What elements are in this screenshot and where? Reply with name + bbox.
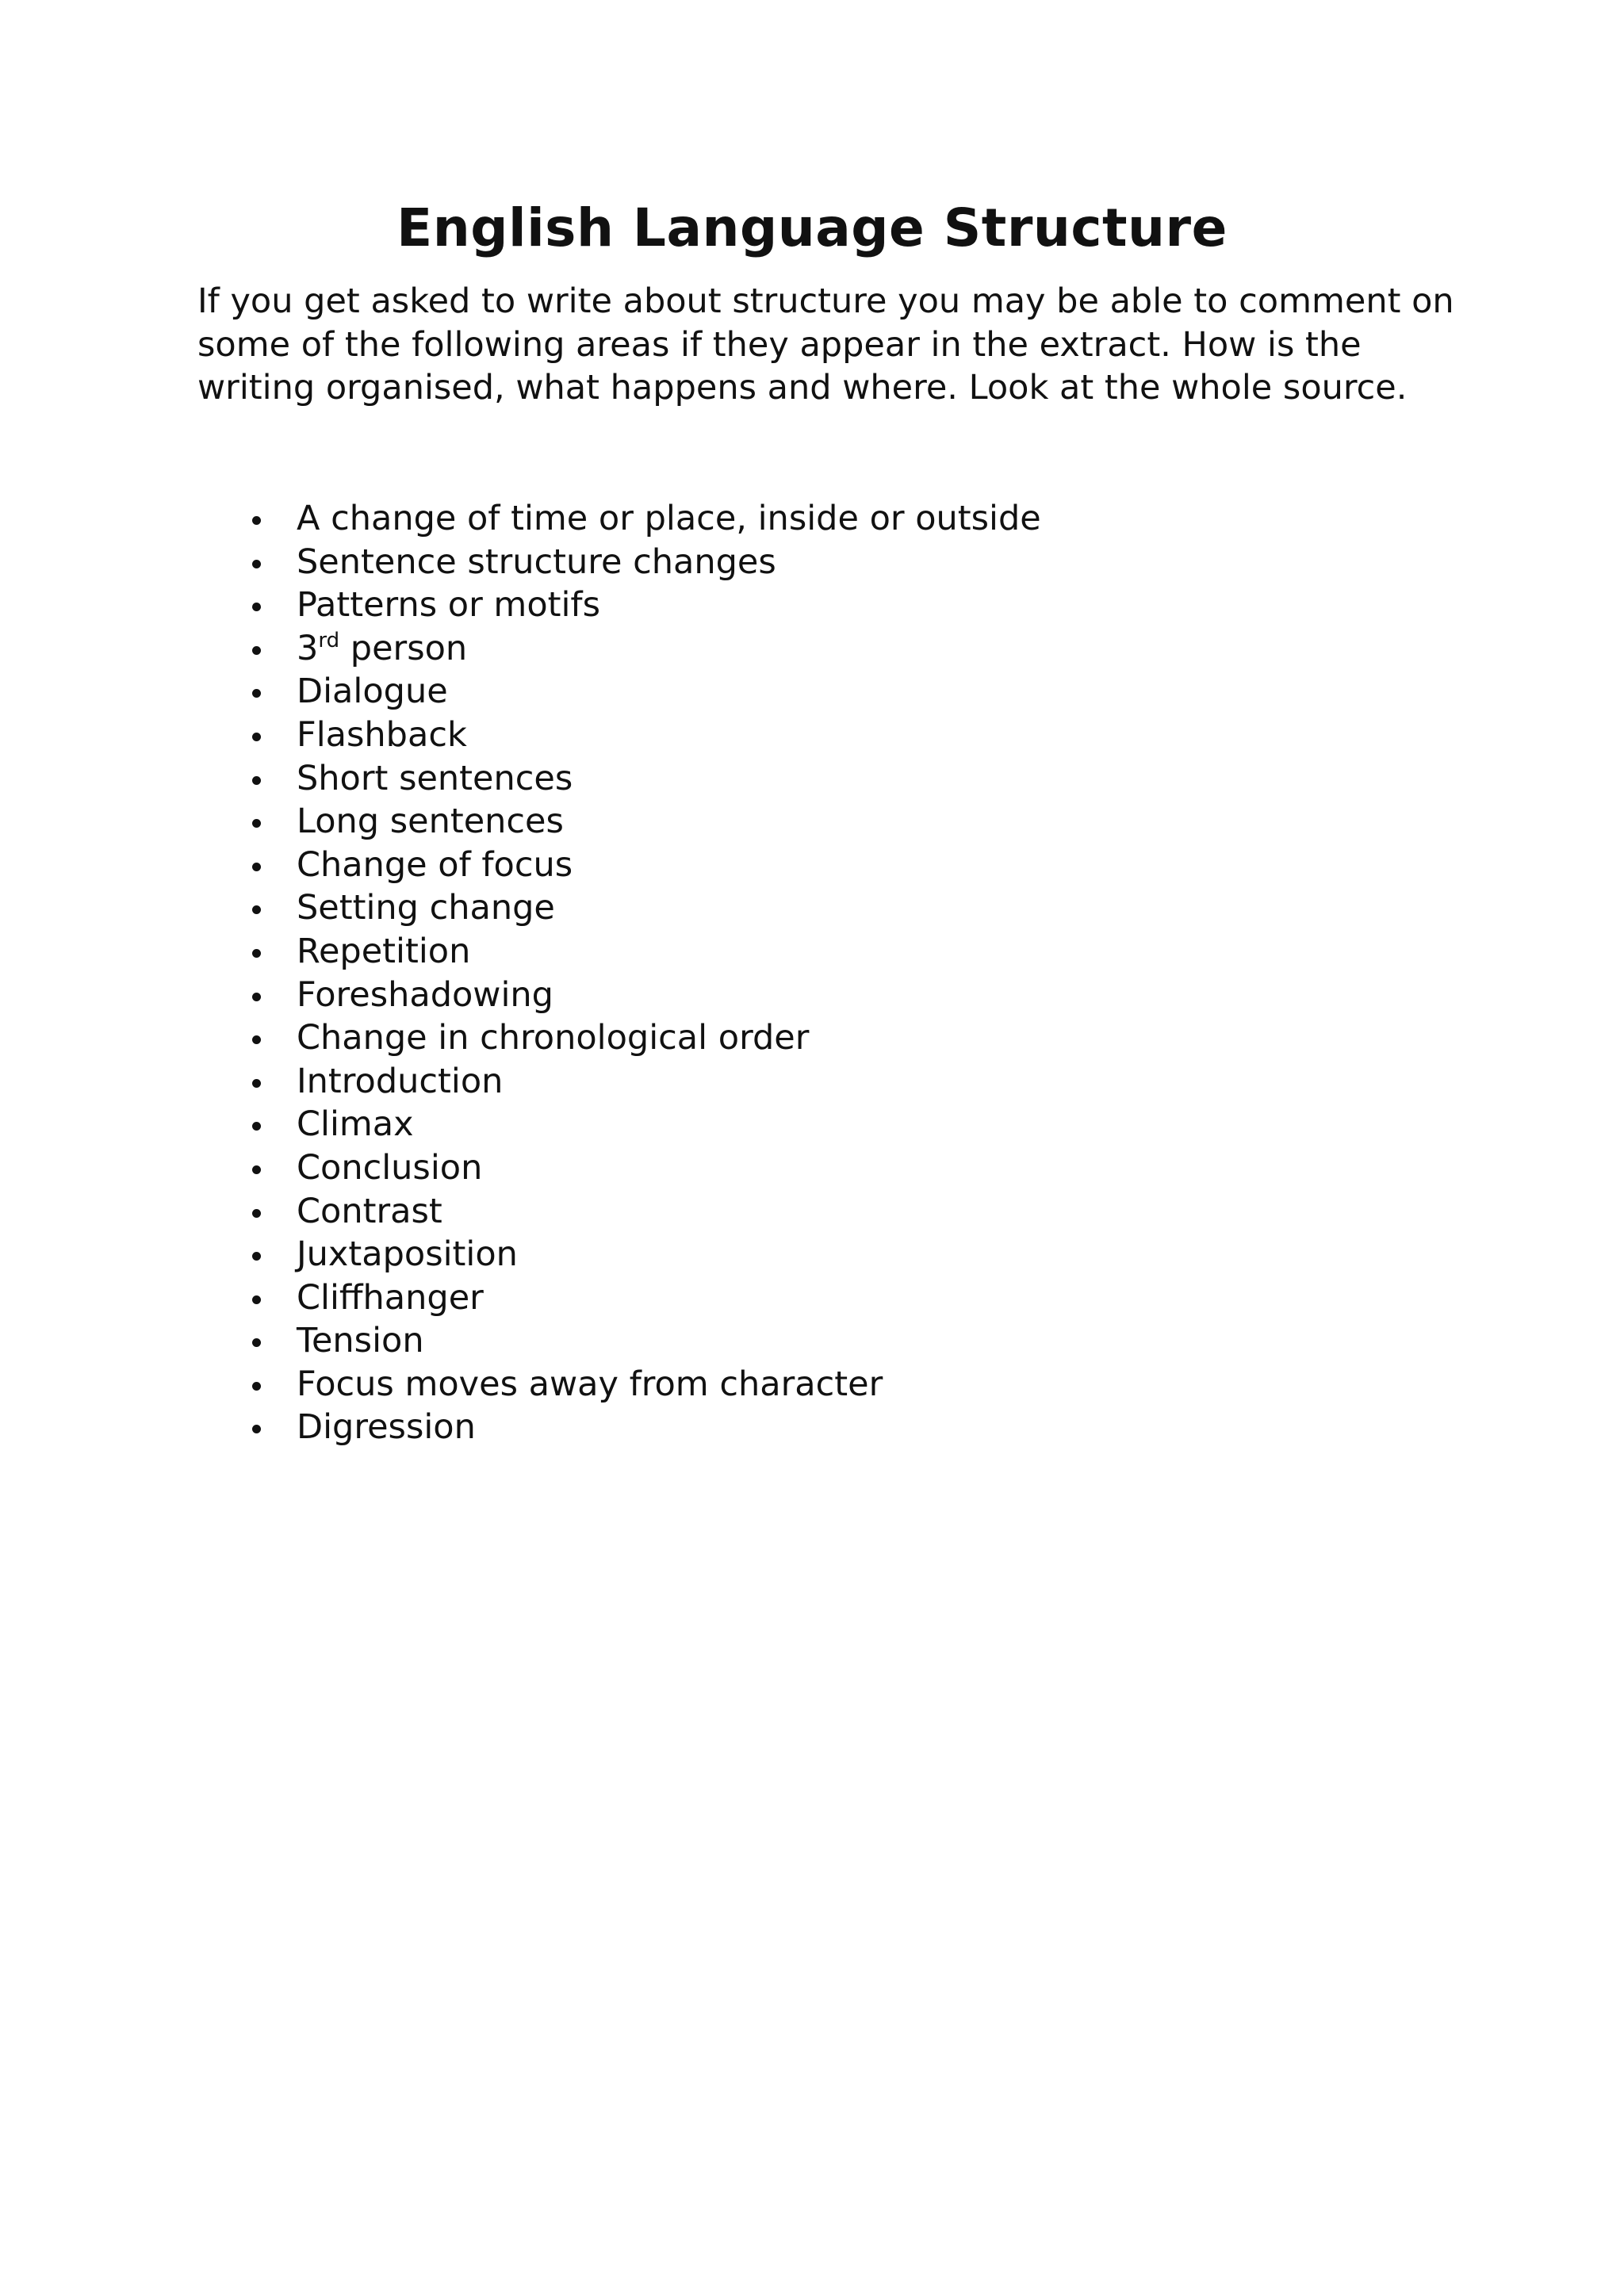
bullet-icon (252, 993, 261, 1001)
bullet-icon (252, 949, 261, 958)
list-item (238, 1146, 1041, 1190)
ordinal-number: 3 (297, 628, 319, 668)
list-item (238, 584, 1041, 627)
bullet-icon (252, 863, 261, 871)
list-item-text: Climax (297, 1104, 414, 1145)
list-item (238, 497, 1041, 541)
bullet-icon (252, 560, 261, 568)
list-item-text: Short sentences (297, 758, 573, 798)
list-item-text: Sentence structure changes (297, 541, 776, 582)
bullet-icon (252, 733, 261, 741)
list-item-text: Digression (297, 1407, 476, 1448)
ordinal-suffix: rd (318, 628, 340, 652)
list-item-text: Contrast (297, 1191, 442, 1231)
intro-paragraph (197, 280, 1454, 410)
list-item (238, 844, 1041, 887)
bullet-icon (252, 1425, 261, 1433)
bullet-icon (252, 1035, 261, 1044)
list-item (238, 974, 1041, 1017)
bullet-icon (252, 819, 261, 828)
list-item-text: Repetition (297, 931, 471, 971)
list-item (238, 1406, 1041, 1449)
list-item-text-rest: person (339, 628, 468, 668)
bullet-icon (252, 905, 261, 914)
list-item-text: Juxtaposition (297, 1234, 518, 1275)
list-item (238, 627, 1041, 671)
list-item-text: Setting change (297, 888, 555, 928)
bullet-icon (252, 1209, 261, 1218)
list-item (238, 800, 1041, 844)
list-item-text: Introduction (297, 1061, 504, 1101)
list-item (238, 1060, 1041, 1104)
list-item-text: Long sentences (297, 802, 564, 842)
list-item-text: Cliffhanger (297, 1277, 484, 1318)
intro-line: some of the following areas if they appear in the extract. How is the (197, 324, 1362, 365)
intro-line: writing organised, what happens and where. Look at the whole source. (197, 368, 1408, 408)
list-item-text: Flashback (297, 714, 467, 755)
structure-list (238, 497, 1041, 1449)
bullet-icon (252, 1295, 261, 1304)
bullet-icon (252, 516, 261, 525)
page-title: English Language Structure (396, 197, 1228, 258)
bullet-icon (252, 1122, 261, 1131)
bullet-icon (252, 1252, 261, 1261)
list-item (238, 1319, 1041, 1363)
list-item-text: Tension (297, 1321, 424, 1361)
list-item-text: Foreshadowing (297, 974, 553, 1015)
list-item-text: Change of focus (297, 844, 573, 885)
list-item (238, 1363, 1041, 1406)
bullet-icon (252, 1165, 261, 1174)
list-item (238, 886, 1041, 930)
list-item (238, 1190, 1041, 1234)
bullet-icon (252, 646, 261, 655)
list-item (238, 930, 1041, 974)
list-item-text: Patterns or motifs (297, 585, 600, 626)
intro-line: If you get asked to write about structure you may be able to comment on (197, 281, 1454, 321)
bullet-icon (252, 1338, 261, 1347)
list-item (238, 714, 1041, 757)
list-item-text (297, 629, 467, 668)
list-item-text: Change in chronological order (297, 1018, 810, 1058)
bullet-icon (252, 603, 261, 611)
list-item-text: Focus moves away from character (297, 1364, 883, 1404)
list-item-text: Dialogue (297, 672, 448, 712)
list-item (238, 670, 1041, 714)
list-item-text: Conclusion (297, 1147, 483, 1188)
list-item (238, 757, 1041, 801)
bullet-icon (252, 1382, 261, 1391)
list-item (238, 1016, 1041, 1060)
list-item (238, 1233, 1041, 1276)
bullet-icon (252, 776, 261, 785)
bullet-icon (252, 689, 261, 698)
list-item (238, 541, 1041, 584)
list-item (238, 1103, 1041, 1146)
bullet-icon (252, 1079, 261, 1088)
list-item-text: A change of time or place, inside or outside (297, 499, 1041, 538)
list-item (238, 1276, 1041, 1320)
